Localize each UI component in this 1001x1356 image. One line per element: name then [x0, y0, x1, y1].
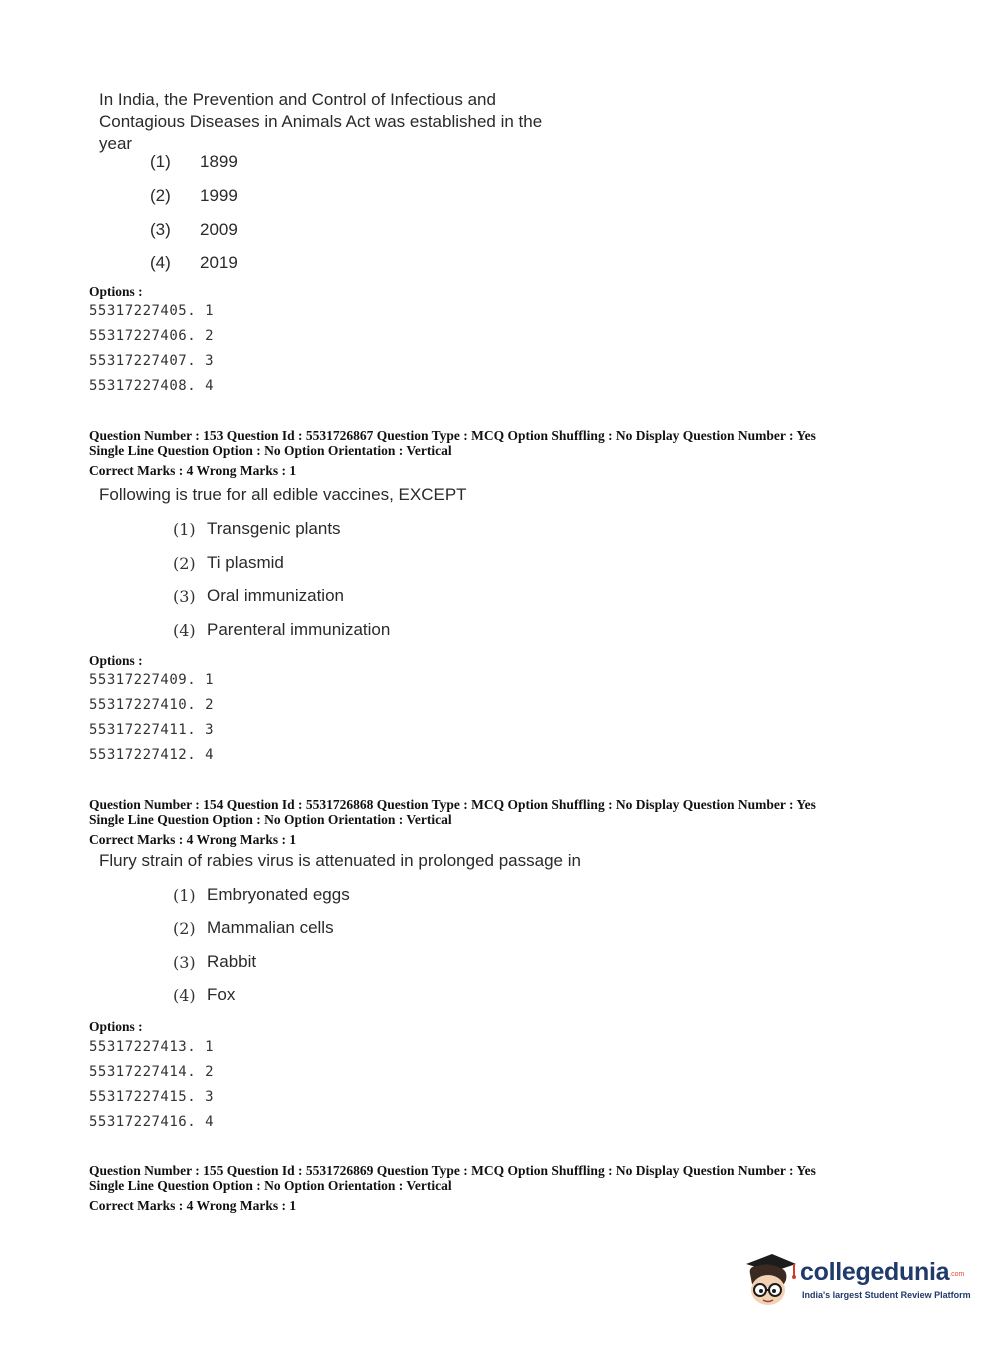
choice-number: (2): [173, 919, 196, 938]
question-meta-line: Single Line Question Option : No Option Orientation : Vertical: [89, 443, 452, 458]
choice-text: Rabbit: [207, 952, 257, 971]
question-152-text: [99, 89, 542, 155]
choice-row: [173, 586, 344, 607]
option-id: 55317227408. 4: [89, 378, 215, 394]
choice-text: Ti plasmid: [207, 553, 284, 572]
choice-row: [173, 620, 391, 641]
choice-text: Embryonated eggs: [207, 885, 350, 904]
choice-row: [150, 152, 238, 172]
question-meta-line: Question Number : 153 Question Id : 5531726867 Question Type : MCQ Option Shuffling : No Display Question Number : Yes: [89, 428, 816, 443]
choice-number: (1): [173, 520, 196, 539]
options-label: Options :: [89, 1019, 143, 1034]
question-152-line-3: year: [99, 134, 133, 153]
option-id: 55317227416. 4: [89, 1114, 215, 1130]
logo-wordmark: [800, 1258, 964, 1287]
question-154-meta: [89, 797, 816, 827]
choice-row: [173, 985, 236, 1006]
option-id: 55317227412. 4: [89, 747, 215, 763]
question-154-marks: Correct Marks : 4 Wrong Marks : 1: [89, 832, 297, 847]
choice-row: [173, 918, 334, 939]
choice-row: [150, 253, 238, 273]
choice-row: [173, 952, 257, 973]
choice-text: 1899: [200, 152, 238, 171]
choice-number: (1): [150, 152, 171, 171]
choice-text: 2009: [200, 220, 238, 239]
choice-number: (2): [150, 186, 171, 205]
option-id: 55317227406. 2: [89, 328, 215, 344]
question-155-meta: [89, 1163, 816, 1193]
choice-row: [173, 885, 350, 906]
question-meta-line: Single Line Question Option : No Option Orientation : Vertical: [89, 1178, 452, 1193]
choice-text: Transgenic plants: [207, 519, 341, 538]
choice-text: Oral immunization: [207, 586, 344, 605]
choice-number: (3): [173, 587, 196, 606]
question-153-marks: Correct Marks : 4 Wrong Marks : 1: [89, 463, 297, 478]
choice-number: (4): [173, 986, 196, 1005]
choice-number: (3): [150, 220, 171, 239]
choice-number: (4): [150, 253, 171, 272]
option-id: 55317227407. 3: [89, 353, 215, 369]
student-mascot-icon: [740, 1250, 798, 1310]
choice-row: [173, 519, 341, 540]
question-meta-line: Single Line Question Option : No Option Orientation : Vertical: [89, 812, 452, 827]
choice-text: 1999: [200, 186, 238, 205]
logo-tagline: India's largest Student Review Platform: [802, 1290, 971, 1300]
logo-name: collegedunia: [800, 1258, 950, 1286]
choice-number: (3): [173, 953, 196, 972]
option-id: 55317227413. 1: [89, 1039, 215, 1055]
option-id: 55317227414. 2: [89, 1064, 215, 1080]
option-id: 55317227410. 2: [89, 697, 215, 713]
options-label: Options :: [89, 284, 143, 299]
collegedunia-logo[interactable]: [740, 1250, 970, 1310]
option-id: 55317227411. 3: [89, 722, 215, 738]
choice-row: [150, 220, 238, 240]
question-153-meta: [89, 428, 816, 458]
choice-text: 2019: [200, 253, 238, 272]
question-meta-line: Question Number : 154 Question Id : 5531726868 Question Type : MCQ Option Shuffling : No Display Question Number : Yes: [89, 797, 816, 812]
choice-row: [173, 553, 284, 574]
question-154-text: Flury strain of rabies virus is attenuated in prolonged passage in: [99, 851, 581, 870]
choice-number: (4): [173, 621, 196, 640]
logo-com: .com: [949, 1271, 965, 1278]
question-meta-line: Question Number : 155 Question Id : 5531726869 Question Type : MCQ Option Shuffling : No Display Question Number : Yes: [89, 1163, 816, 1178]
question-155-marks: Correct Marks : 4 Wrong Marks : 1: [89, 1198, 297, 1213]
options-label: Options :: [89, 653, 143, 668]
question-153-text: Following is true for all edible vaccines, EXCEPT: [99, 485, 467, 504]
question-152-line-1: In India, the Prevention and Control of Infectious and: [99, 90, 496, 109]
option-id: 55317227405. 1: [89, 303, 215, 319]
choice-number: (2): [173, 554, 196, 573]
choice-text: Fox: [207, 985, 236, 1004]
choice-text: Parenteral immunization: [207, 620, 391, 639]
choice-row: [150, 186, 238, 206]
option-id: 55317227409. 1: [89, 672, 215, 688]
question-152-line-2: Contagious Diseases in Animals Act was established in the: [99, 112, 543, 131]
choice-number: (1): [173, 886, 196, 905]
choice-text: Mammalian cells: [207, 918, 334, 937]
option-id: 55317227415. 3: [89, 1089, 215, 1105]
